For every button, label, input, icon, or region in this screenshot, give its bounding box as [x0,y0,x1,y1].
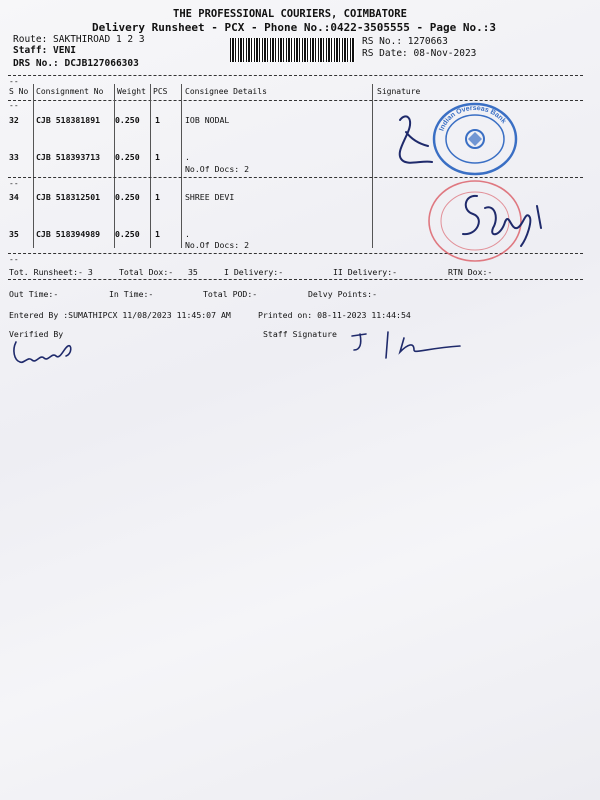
i-delivery: I Delivery:- [224,267,284,277]
divider [8,279,583,280]
row-pcs: 1 [155,229,160,239]
row-pcs: 1 [155,152,160,162]
row-sno: 35 [9,229,19,239]
col-header-sno: S No [9,87,29,96]
entered-by: Entered By :SUMATHIPCX 11/08/2023 11:45:07 AM [9,310,231,320]
column-line [150,84,151,248]
row-weight: 0.250 [115,115,140,125]
column-line [181,84,182,248]
staff-signature-label: Staff Signature [263,329,337,339]
divider [8,75,583,76]
row-sno: 34 [9,192,19,202]
divider-marks: -- [9,179,19,188]
route-label: Route: SAKTHIROAD 1 2 3 [13,34,145,45]
company-title: THE PROFESSIONAL COURIERS, COIMBATORE [173,8,407,20]
ii-delivery: II Delivery:- [333,267,398,277]
row-weight: 0.250 [115,229,140,239]
rtn-dox: RTN Dox:- [448,267,493,277]
signature-row-34 [455,188,555,253]
signature-stroke [386,332,388,358]
signature-stroke [14,342,71,362]
staff-label: Staff: VENI [13,45,76,56]
row-pcs: 1 [155,115,160,125]
row-consignee: SHREE DEVI [185,192,235,202]
signature-stroke [400,338,460,352]
col-header-pcs: PCS [153,87,168,96]
staff-signature [348,328,468,363]
row-sno: 33 [9,152,19,162]
out-time: Out Time:- [9,289,59,299]
total-pod: Total POD:- [203,289,258,299]
signature-stroke [352,334,366,350]
printed-on: Printed on: 08-11-2023 11:44:54 [258,310,411,320]
verified-by-signature [8,336,78,371]
divider-marks: -- [9,77,19,86]
stamp-emblem-mark [468,132,482,146]
row-weight: 0.250 [115,152,140,162]
barcode [230,38,355,62]
col-header-weight: Weight [117,87,146,96]
row-consignee: . [185,229,190,239]
row-docs: No.Of Docs: 2 [185,164,250,174]
row-docs: No.Of Docs: 2 [185,240,250,250]
divider-marks: -- [9,255,19,264]
bank-stamp [428,100,523,180]
col-header-consignment: Consignment No [36,87,104,96]
total-dox-label: Total Dox:- [119,267,174,277]
rs-date: RS Date: 08-Nov-2023 [362,48,477,59]
runsheet-title: Delivery Runsheet - PCX - Phone No.:0422-3505555 - Page No.:3 [92,21,496,34]
verified-by-label: Verified By [9,329,64,339]
row-sno: 32 [9,115,19,125]
row-pcs: 1 [155,192,160,202]
row-consignment: CJB 518394989 [36,229,101,239]
row-consignee: IOB NODAL [185,115,230,125]
column-line [33,84,34,248]
column-line [372,84,373,248]
total-dox-value: 35 [188,267,198,277]
divider-marks: -- [9,101,19,110]
column-line [114,84,115,248]
rs-number: RS No.: 1270663 [362,36,448,47]
row-weight: 0.250 [115,192,140,202]
row-consignment: CJB 518393713 [36,152,101,162]
row-consignment: CJB 518381891 [36,115,101,125]
row-consignment: CJB 518312501 [36,192,101,202]
signature-stroke [400,116,432,162]
delvy-points: Delvy Points:- [308,289,378,299]
stamp-bank-text: Indian Overseas Bank [438,104,508,133]
signature-row-32 [392,110,442,180]
in-time: In Time:- [109,289,154,299]
row-consignee: . [185,152,190,162]
col-header-signature: Signature [377,87,421,96]
signature-stroke [463,196,541,246]
tot-runsheet: Tot. Runsheet:- 3 [9,267,93,277]
drs-number: DRS No.: DCJB127066303 [13,58,139,69]
col-header-consignee: Consignee Details [185,87,267,96]
